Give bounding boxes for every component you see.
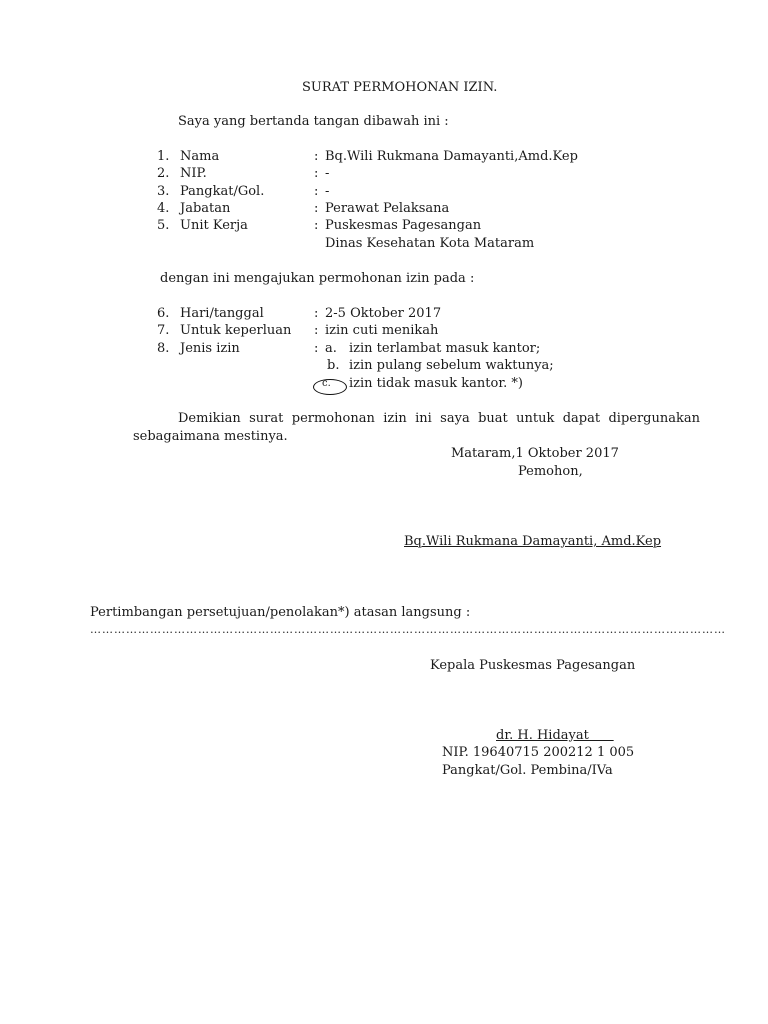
supervisor-nip: NIP. 19640715 200212 1 005 [442,745,635,760]
field-label: Jabatan [180,201,231,216]
field-colon: : [314,149,319,164]
field-label: Pangkat/Gol. [180,184,265,199]
field-number: 8. [157,341,170,356]
option-text: izin tidak masuk kantor. *) [349,376,523,391]
field-colon: : [314,341,319,356]
field-number: 5. [157,218,170,233]
letter-title: SURAT PERMOHONAN IZIN. [302,80,498,95]
field-number: 1. [157,149,170,164]
field-number: 6. [157,306,170,321]
intro-text: Saya yang bertanda tangan dibawah ini : [178,114,449,129]
field-label: Hari/tanggal [180,306,264,321]
option-letter: b. [327,358,340,373]
dotted-line: …………………………………………………………………………………………………………………………………………… [90,623,726,636]
field-value: - [325,166,330,181]
field-number: 2. [157,166,170,181]
request-intro: dengan ini mengajukan permohonan izin pada : [160,271,475,286]
field-number: 7. [157,323,170,338]
applicant-name: Bq.Wili Rukmana Damayanti, Amd.Kep [404,534,662,549]
field-value: izin cuti menikah [325,323,439,338]
field-colon: : [314,306,319,321]
applicant-role: Pemohon, [518,464,583,479]
field-label: Jenis izin [180,341,240,356]
field-colon: : [314,323,319,338]
closing-paragraph [133,410,700,446]
field-value: Perawat Pelaksana [325,201,450,216]
field-value: 2-5 Oktober 2017 [325,306,442,321]
field-value-continued: Dinas Kesehatan Kota Mataram [325,236,535,251]
field-label: NIP. [180,166,207,181]
field-value: Bq.Wili Rukmana Damayanti,Amd.Kep [325,149,578,164]
field-value: - [325,184,330,199]
option-letter: a. [325,341,337,356]
place-date: Mataram,1 Oktober 2017 [451,446,619,461]
supervisor-rank: Pangkat/Gol. Pembina/IVa [442,763,613,778]
option-text: izin terlambat masuk kantor; [349,341,541,356]
field-label: Nama [180,149,220,164]
field-colon: : [314,218,319,233]
field-value: Puskesmas Pagesangan [325,218,482,233]
field-colon: : [314,166,319,181]
option-letter: c. [322,378,331,389]
closing-text: Demikian surat permohonan izin ini saya buat untuk dapat dipergunakan sebagaimana mestinya. [133,411,700,444]
field-number: 3. [157,184,170,199]
field-colon: : [314,201,319,216]
supervisor-name: dr. H. Hidayat [496,728,614,743]
option-text: izin pulang sebelum waktunya; [349,358,554,373]
field-colon: : [314,184,319,199]
supervisor-title: Kepala Puskesmas Pagesangan [430,658,636,673]
field-label: Untuk keperluan [180,323,292,338]
field-label: Unit Kerja [180,218,248,233]
consideration-label: Pertimbangan persetujuan/penolakan*) atasan langsung : [90,605,471,620]
field-number: 4. [157,201,170,216]
